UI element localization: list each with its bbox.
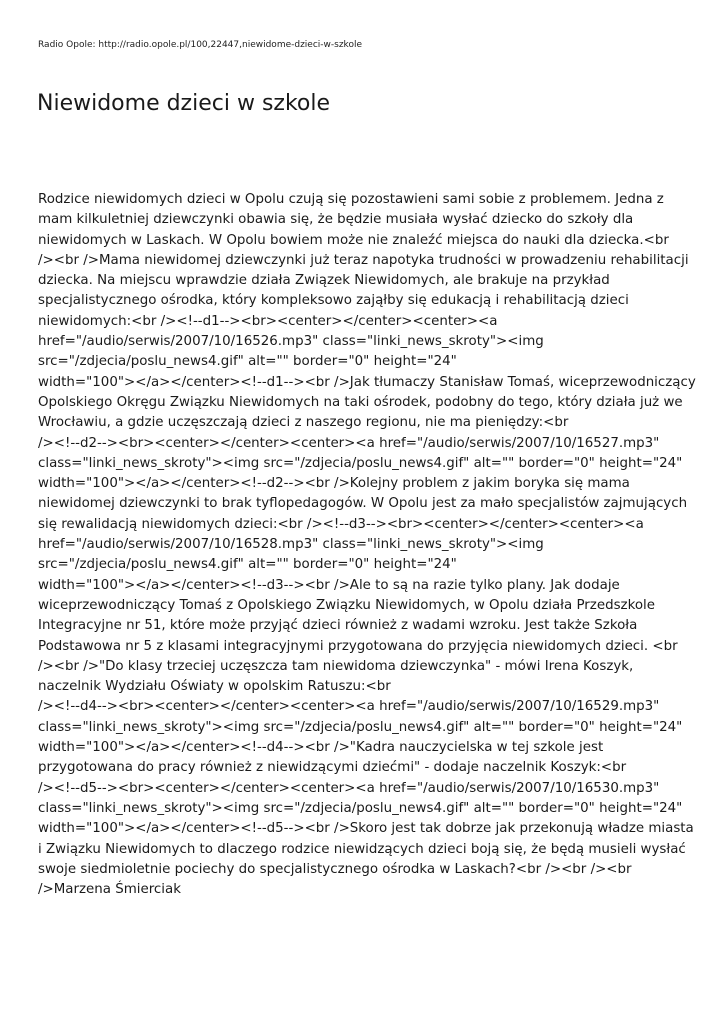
body-line: Wrocławiu, a gdzie uczęszczają dzieci z naszego regionu, nie ma pieniędzy:<br: [38, 415, 569, 431]
body-line: wiceprzewodniczący Tomaś z Opolskiego Związku Niewidomych, w Opolu działa Przedszkole: [38, 597, 655, 613]
body-line: Integracyjne nr 51, które może przyjąć dzieci również z wadami wzroku. Jest także Szkoła: [38, 618, 638, 634]
source-line: Radio Opole: http://radio.opole.pl/100,22447,niewidome-dzieci-w-szkole: [38, 40, 362, 50]
body-line: width="100"></a></center><!--d5--><br />Skoro jest tak dobrze jak przekonują władze miasta: [38, 821, 694, 837]
body-line: src="/zdjecia/poslu_news4.gif" alt="" border="0" height="24": [38, 557, 457, 573]
body-line: width="100"></a></center><!--d2--><br />Kolejny problem z jakim boryka się mama: [38, 476, 630, 492]
body-line: /><br />"Do klasy trzeciej uczęszcza tam niewidoma dziewczynka" - mówi Irena Koszyk,: [38, 658, 634, 674]
body-line: href="/audio/serwis/2007/10/16528.mp3" class="linki_news_skroty"><img: [38, 537, 544, 553]
body-line: Opolskiego Okręgu Związku Niewidomych na taki ośrodek, podobny do tego, który działa już we: [38, 394, 683, 410]
body-line: /><br />Mama niewidomej dziewczynki już teraz napotyka trudności w prowadzeniu rehabilitacji: [38, 252, 689, 268]
body-line: class="linki_news_skroty"><img src="/zdjecia/poslu_news4.gif" alt="" border="0" height="24": [38, 800, 683, 816]
body-line: swoje siedmioletnie pociechy do specjalistycznego ośrodka w Laskach?<br /><br /><br: [38, 861, 632, 877]
body-line: /><!--d2--><br><center></center><center><a href="/audio/serwis/2007/10/16527.mp3": [38, 435, 660, 451]
body-line: specjalistycznego ośrodka, który kompleksowo zająłby się edukacją i rehabilitacją dzieci: [38, 293, 629, 309]
body-line: width="100"></a></center><!--d1--><br />Jak tłumaczy Stanisław Tomaś, wiceprzewodniczący: [38, 374, 696, 390]
body-line: przygotowana do pracy również z niewidzącymi dziećmi" - dodaje naczelnik Koszyk:<br: [38, 760, 627, 776]
article-body: [38, 190, 698, 900]
body-line: src="/zdjecia/poslu_news4.gif" alt="" border="0" height="24": [38, 354, 457, 370]
body-line: się rewalidacją niewidomych dzieci:<br /><!--d3--><br><center></center><center><a: [38, 516, 644, 532]
body-line: /><!--d5--><br><center></center><center><a href="/audio/serwis/2007/10/16530.mp3": [38, 780, 660, 796]
body-line: href="/audio/serwis/2007/10/16526.mp3" class="linki_news_skroty"><img: [38, 334, 544, 350]
body-line: Rodzice niewidomych dzieci w Opolu czują się pozostawieni sami sobie z problemem. Jedna z: [38, 192, 664, 207]
body-line: i Związku Niewidomych to dlaczego rodzice niewidzących dzieci boją się, że będą musieli wysłać: [38, 841, 686, 857]
body-line: mam kilkuletniej dziewczynki obawia się, że będzie musiała wysłać dziecko do szkoły dla: [38, 212, 634, 228]
body-line: niewidomych:<br /><!--d1--><br><center></center><center><a: [38, 313, 498, 329]
author-signature: />Marzena Śmierciak: [38, 882, 181, 898]
body-line: niewidomej dziewczynki to brak tyflopedagogów. W Opolu jest za mało specjalistów zajmujących: [38, 496, 688, 512]
body-line: Podstawowa nr 5 z klasami integracyjnymi przygotowana do przyjęcia niewidomych dzieci. <br: [38, 638, 678, 654]
body-line: class="linki_news_skroty"><img src="/zdjecia/poslu_news4.gif" alt="" border="0" height="24": [38, 719, 683, 735]
body-line: width="100"></a></center><!--d4--><br />"Kadra nauczycielska w tej szkole jest: [38, 740, 604, 756]
body-line: class="linki_news_skroty"><img src="/zdjecia/poslu_news4.gif" alt="" border="0" height="24": [38, 455, 683, 471]
body-line: /><!--d4--><br><center></center><center><a href="/audio/serwis/2007/10/16529.mp3": [38, 699, 660, 715]
body-line: niewidomych w Laskach. W Opolu bowiem może nie znaleźć miejsca do nauki dla dziecka.<br: [38, 232, 669, 248]
body-line: dziecka. Na miejscu wprawdzie działa Związek Niewidomych, ale brakuje na przykład: [38, 273, 610, 289]
body-line: width="100"></a></center><!--d3--><br />Ale to są na razie tylko plany. Jak dodaje: [38, 577, 620, 593]
article-title: Niewidome dzieci w szkole: [37, 91, 331, 116]
body-line: naczelnik Wydziału Oświaty w opolskim Ratuszu:<br: [38, 679, 391, 695]
